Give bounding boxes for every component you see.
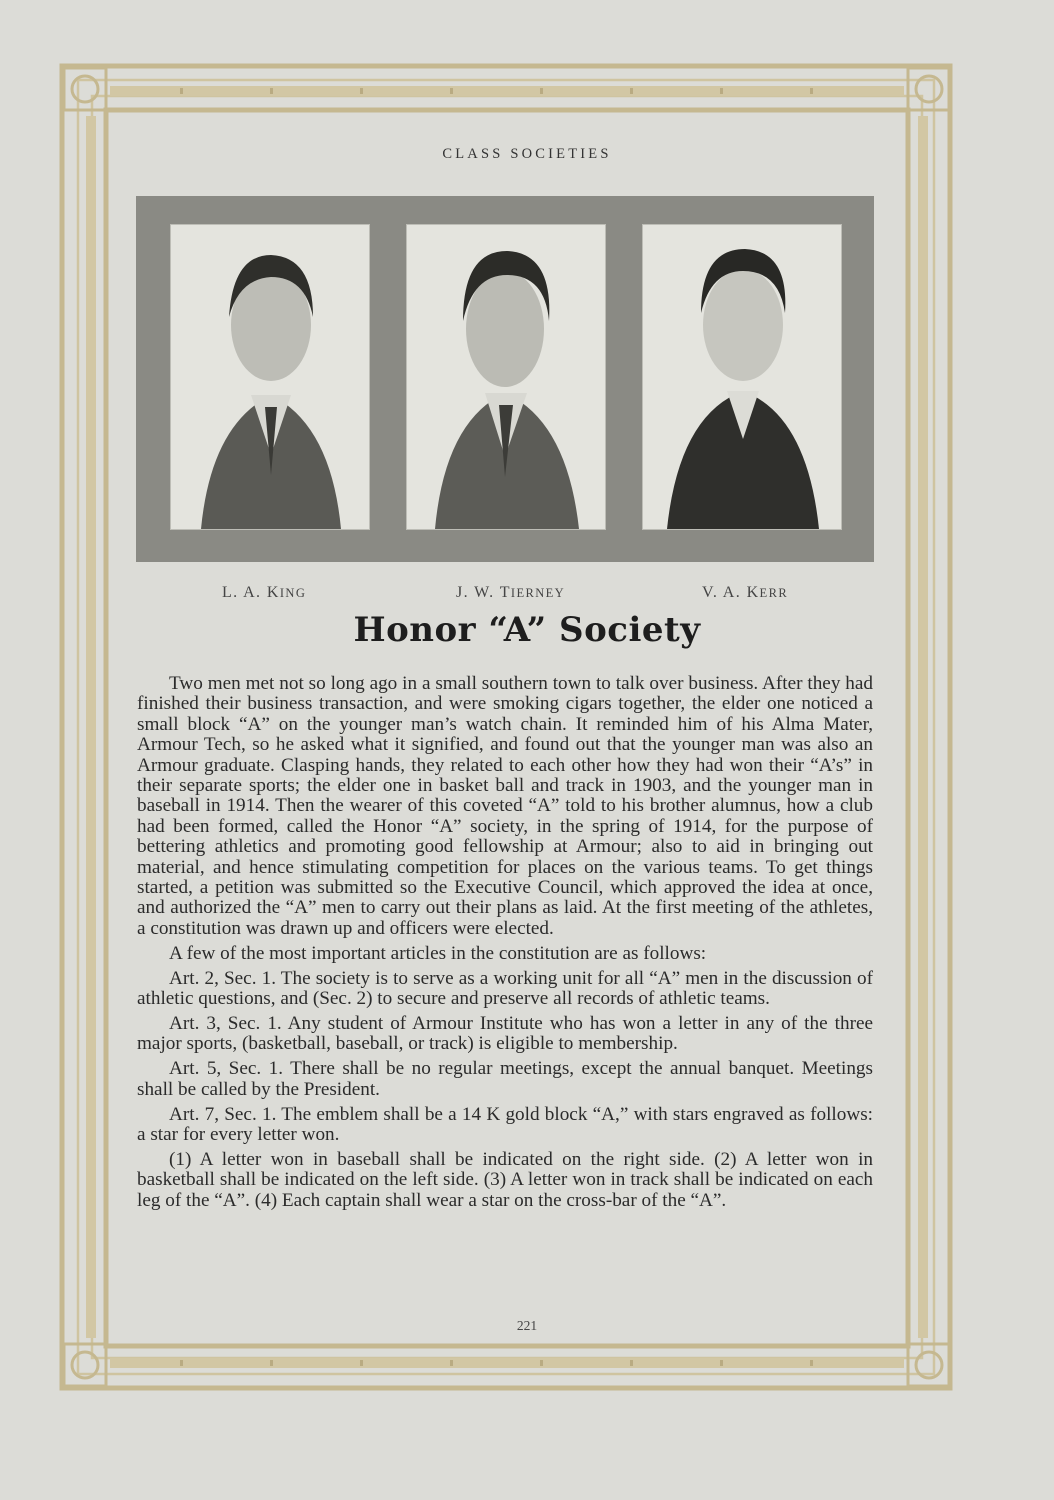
portrait-image (407, 225, 605, 529)
caption-surname-initial: K (746, 584, 760, 601)
caption-initials: L. A. (222, 584, 267, 601)
paragraph: Art. 5, Sec. 1. There shall be no regular meetings, except the annual banquet. Meetings shall be called by the President. (137, 1058, 873, 1100)
paragraph: Art. 7, Sec. 1. The emblem shall be a 14 K gold block “A,” with stars engraved as follows: a star for every letter won. (137, 1103, 873, 1146)
page-number: 221 (516, 1318, 538, 1333)
caption-surname-initial: K (266, 584, 280, 601)
page-title: Honor “A” Society (353, 610, 701, 650)
caption-surname: IERNEY (510, 586, 566, 600)
caption-king (222, 584, 306, 602)
article-body (137, 674, 873, 1216)
caption-surname-initial: T (499, 584, 511, 601)
portrait-image (643, 225, 841, 529)
paragraph: Two men met not so long ago in a small southern town to talk over business. After they had finished their business transaction, and were smoking cigars together, the elder one noticed a small block “A” on the younger man’s watch chain. It reminded him of his Alma Mater, Armour Tech, so he asked what it signified, and found out that the younger man was also an Armour graduate. Clasping hands, they related to each other how they had won their “A’s” in their separate sports; the elder one in basket ball and track in 1903, and the younger man in baseball in 1914. Then the wearer of this coveted “A” told to his brother alumnus, how a club had been formed, called the Honor “A” society, in the spring of 1914, for the purpose of bettering athletics and promoting good fellowship at Armour; also to aid in bringing out material, and hence stimulating competition for places on the various teams. To get things started, a petition was submitted so the Executive Council, which approved the idea at once, and authorized the “A” men to carry out their plans as laid. At the first meeting of the athletes, a constitution was drawn up and officers were elected. (137, 673, 873, 939)
caption-tierney (456, 584, 565, 602)
paragraph: Art. 2, Sec. 1. The society is to serve as a working unit for all “A” men in the discussion of athletic questions, and (Sec. 2) to secure and preserve all records of athletic teams. (137, 967, 873, 1010)
caption-surname: ING (279, 586, 307, 600)
portrait-kerr (642, 224, 842, 530)
caption-surname: ERR (759, 586, 789, 600)
portrait-king (170, 224, 370, 530)
paragraph: Art. 3, Sec. 1. Any student of Armour Institute who has won a letter in any of the three major sports, (basketball, baseball, or track) is eligible to membership. (137, 1013, 873, 1055)
paragraph: A few of the most important articles in the constitution are as follows: (169, 942, 707, 964)
paragraph: (1) A letter won in baseball shall be indicated on the right side. (2) A letter won in basketball shall be indicated on the left side. (3) A letter won in track shall be indicated on each leg of the “A”. (4) Each captain shall wear a star on the cross-bar of the “A”. (137, 1148, 873, 1211)
portrait-panel (136, 196, 874, 562)
running-header: CLASS SOCIETIES (442, 146, 612, 162)
portrait-image (171, 225, 369, 529)
caption-kerr (702, 584, 788, 602)
portrait-tierney (406, 224, 606, 530)
caption-initials: V. A. (702, 584, 747, 601)
caption-initials: J. W. (456, 584, 500, 601)
